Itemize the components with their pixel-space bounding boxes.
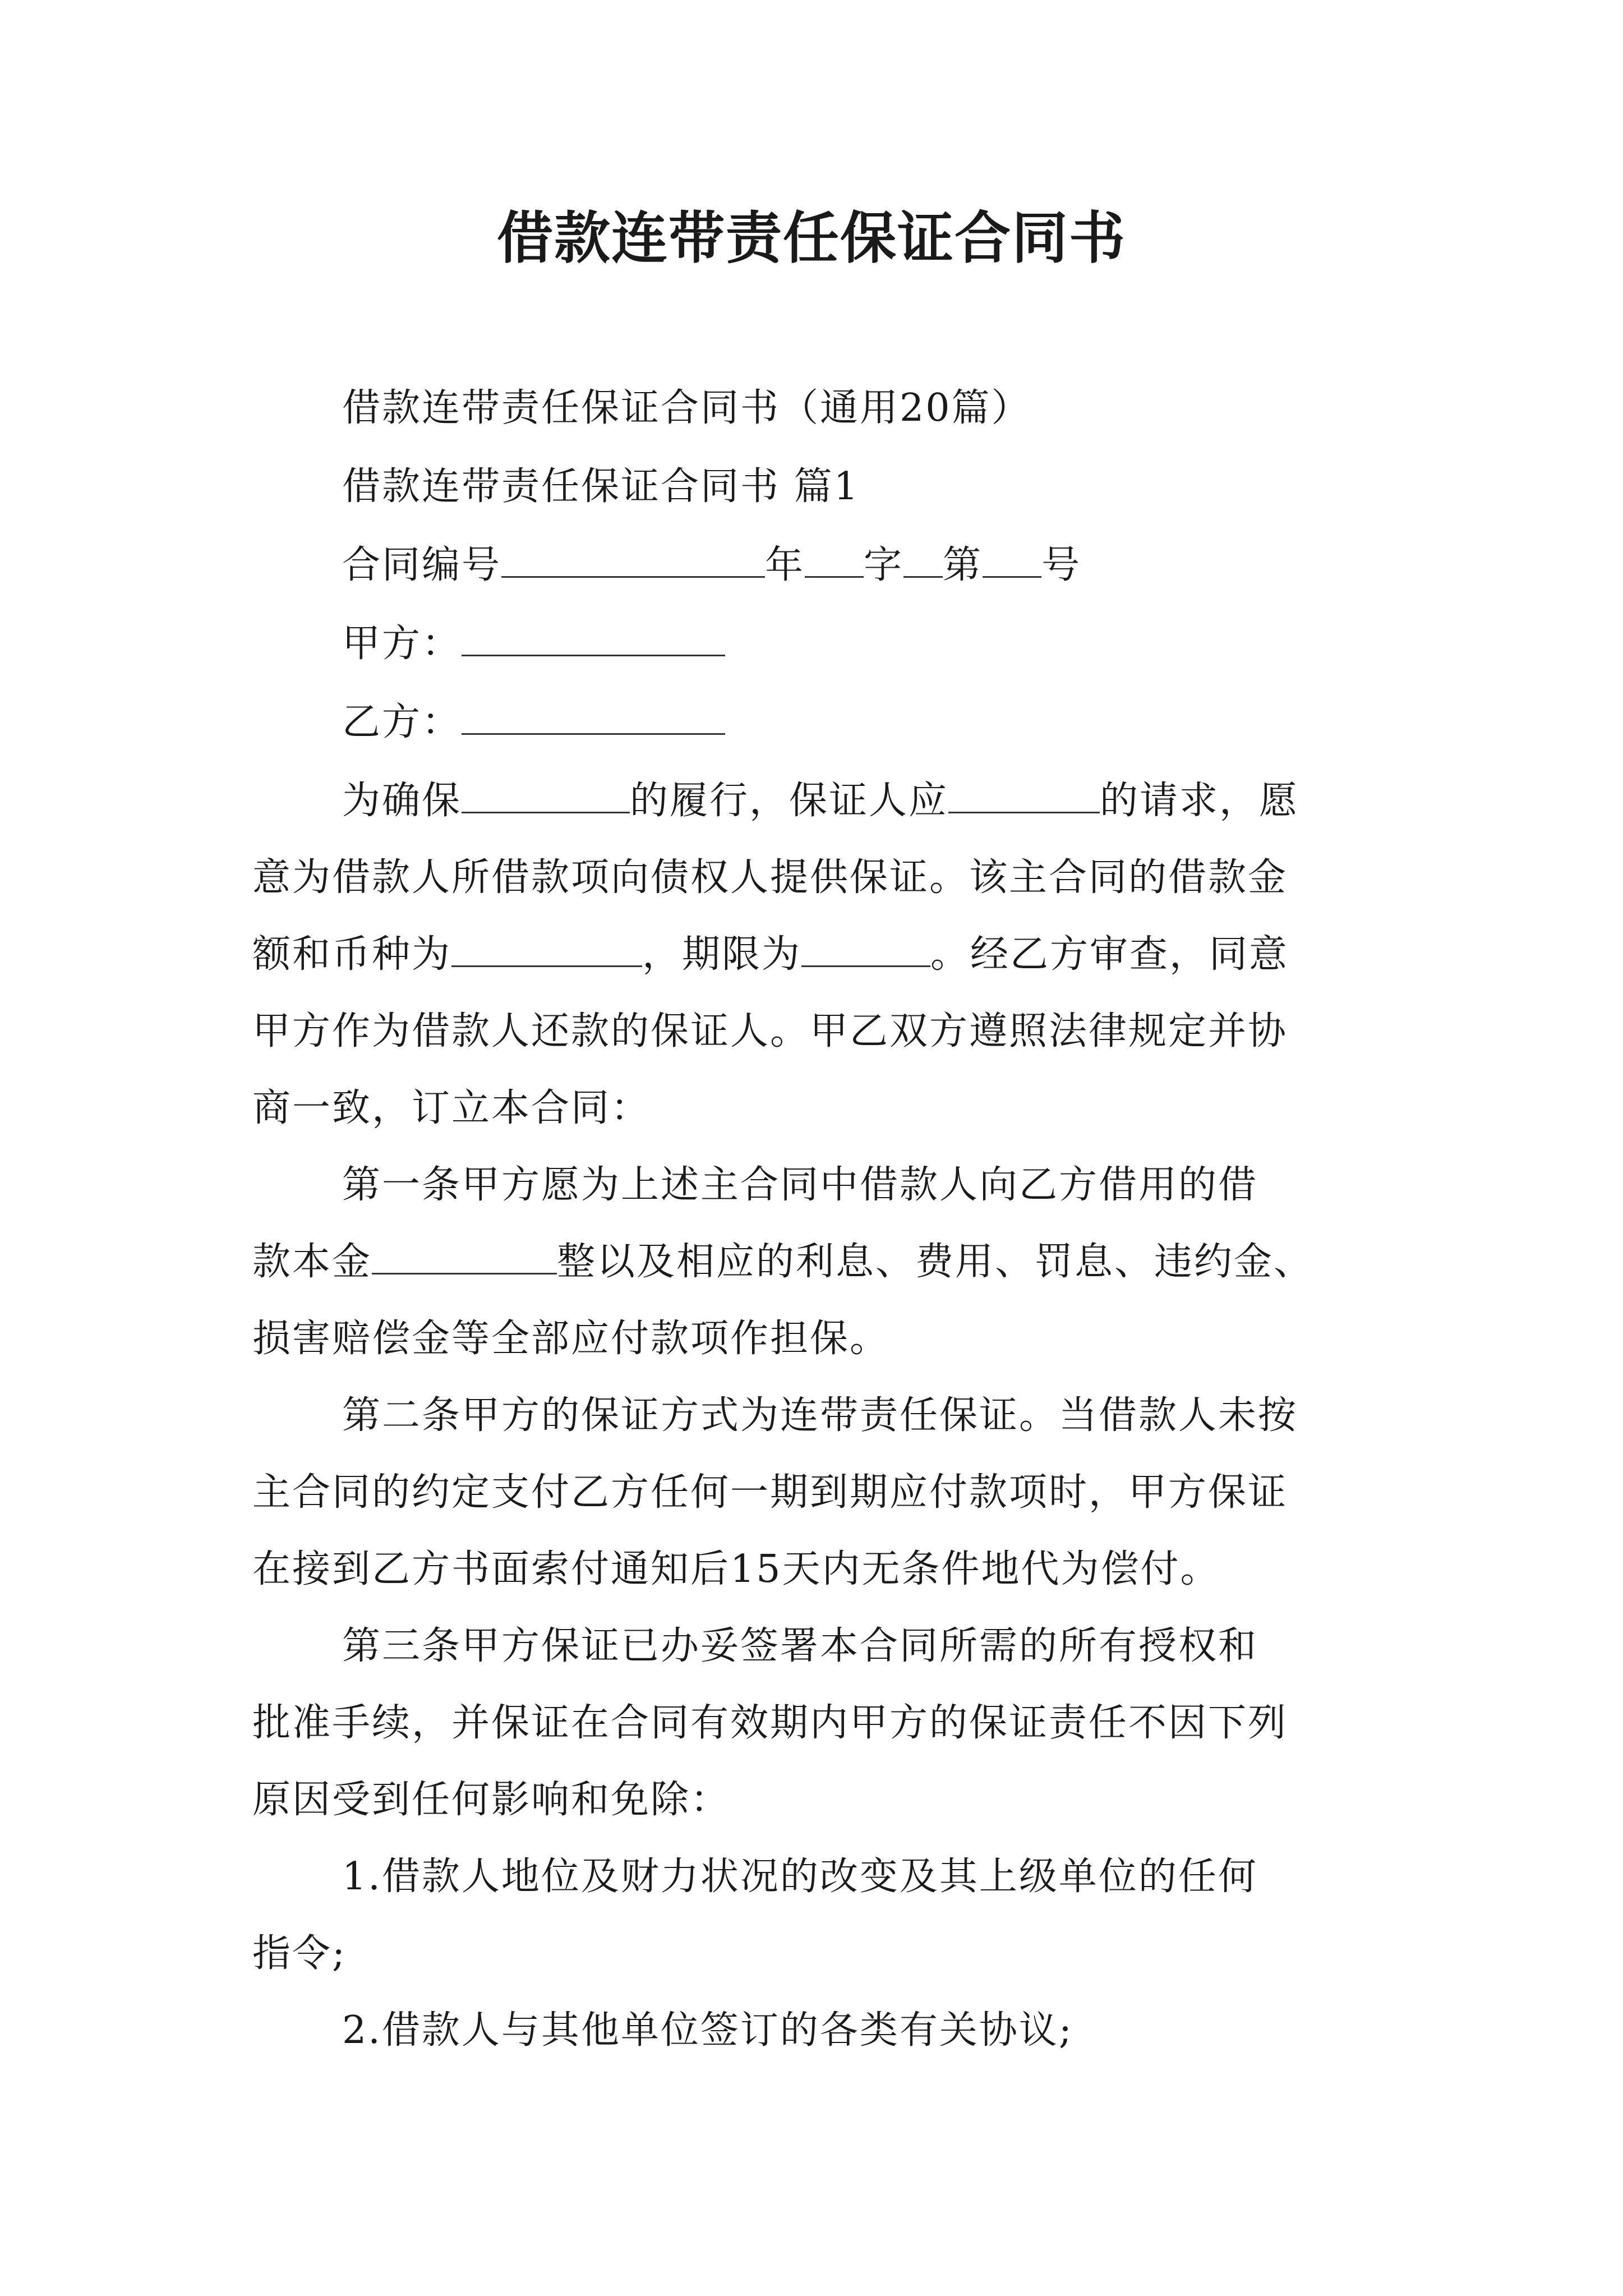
article-3-line-3: 原因受到任何影响和免除： (252, 1778, 731, 1822)
party-b-line (342, 684, 1385, 761)
intro-text: ，期限为 (642, 932, 802, 977)
piece-heading: 借款连带责任保证合同书 篇1 (342, 464, 860, 509)
article-2-line-1: 第二条甲方的保证方式为连带责任保证。当借款人未按 (342, 1393, 1298, 1438)
document-title: 借款连带责任保证合同书 (497, 205, 1126, 271)
article-3-line-1: 第三条甲方保证已办妥签署本合同所需的所有授权和 (342, 1624, 1258, 1668)
party-a-blank (462, 649, 725, 656)
intro-text: 为确保 (342, 779, 462, 823)
hao-label: 号 (1041, 543, 1082, 587)
di-label: 第 (943, 543, 983, 587)
item-1-line-2: 指令; (252, 1931, 347, 1976)
intro-text: 。经乙方审查，同意 (930, 932, 1289, 977)
zi-label: 字 (864, 543, 904, 587)
intro-blank-2 (948, 806, 1100, 813)
intro-blank-3 (451, 960, 642, 967)
intro-text: 的履行，保证人应 (630, 779, 949, 823)
party-a-label: 甲方： (342, 622, 462, 666)
subtitle: 借款连带责任保证合同书（通用20篇） (342, 386, 1031, 430)
intro-line-3 (252, 917, 1385, 993)
item-2-line-1: 2.借款人与其他单位签订的各类有关协议; (342, 2008, 1073, 2053)
party-a-line (342, 606, 1385, 682)
article-1-line-2 (252, 1224, 1385, 1300)
year-label: 年 (765, 543, 805, 587)
article-2-line-3: 在接到乙方书面索付通知后15天内无条件地代为偿付。 (252, 1547, 1220, 1591)
contract-number-blank (501, 570, 765, 578)
article-1-line-1: 第一条甲方愿为上述主合同中借款人向乙方借用的借 (342, 1163, 1258, 1207)
di-blank (983, 570, 1041, 578)
article-3-line-2: 批准手续，并保证在合同有效期内甲方的保证责任不因下列 (252, 1701, 1288, 1745)
intro-blank-1 (462, 806, 630, 813)
zi-blank (903, 570, 943, 578)
principal-blank (372, 1267, 557, 1274)
year-blank (805, 570, 864, 578)
intro-line-2: 意为借款人所借款项向债权人提供保证。该主合同的借款金 (252, 855, 1288, 900)
intro-line-4: 甲方作为借款人还款的保证人。甲乙双方遵照法律规定并协 (252, 1009, 1288, 1053)
item-1-line-1: 1.借款人地位及财力状况的改变及其上级单位的任何 (342, 1855, 1258, 1899)
intro-line-1 (342, 763, 1385, 839)
article-1-line-3: 损害赔偿金等全部应付款项作担保。 (252, 1317, 890, 1361)
party-b-blank (462, 728, 725, 735)
intro-text: 额和币种为 (252, 932, 452, 977)
contract-number-line (342, 527, 1385, 604)
article-1-text: 款本金 (252, 1240, 372, 1284)
intro-blank-4 (801, 960, 930, 967)
article-1-text: 整以及相应的利息、费用、罚息、违约金、 (557, 1240, 1314, 1284)
intro-text: 的请求，愿 (1100, 779, 1299, 823)
contract-number-label: 合同编号 (342, 543, 502, 587)
article-2-line-2: 主合同的约定支付乙方任何一期到期应付款项时，甲方保证 (252, 1470, 1288, 1515)
intro-line-5: 商一致，订立本合同： (252, 1086, 651, 1130)
party-b-label: 乙方： (342, 700, 462, 744)
